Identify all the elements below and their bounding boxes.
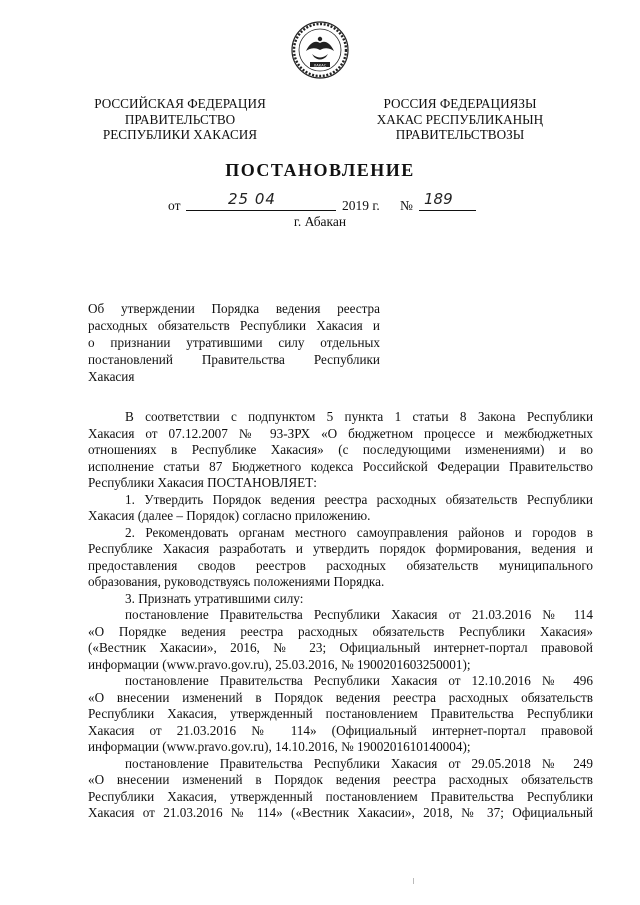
subject-line: Хакасия xyxy=(88,369,135,384)
svg-text:ХАКАС: ХАКАС xyxy=(313,63,327,68)
header-left-line: РЕСПУБЛИКИ ХАКАСИЯ xyxy=(102,127,258,142)
body-line: Хакасия (далее – Порядок) согласно приложению. xyxy=(88,508,371,523)
body-line: Республике Хакасия разработать и утвердить порядок формирования, ведения и xyxy=(88,541,593,556)
header-left-block xyxy=(88,96,272,143)
subject-line: постановлений Правительства Республики xyxy=(88,352,380,367)
scan-artifact xyxy=(413,878,414,884)
body-line: 3. Признать утратившими силу: xyxy=(125,590,304,606)
number-label: № xyxy=(400,198,413,213)
body-line: отношениях в Республике Хакасия» (с последующими изменениями) и во xyxy=(88,442,593,457)
body-line: Республики Хакасия ПОСТАНОВЛЯЕТ: xyxy=(88,475,317,490)
handwritten-date: 25 04 xyxy=(228,190,276,208)
subject-line: расходных обязательств Республики Хакасия и xyxy=(88,318,380,333)
header-right-line: РОССИЯ ФЕДЕРАЦИЯЗЫ xyxy=(383,96,537,111)
body-line: («Вестник Хакасии», 2016, № 23; Официальный интернет-портал правовой xyxy=(88,640,593,655)
body-line: информации (www.pravo.gov.ru), 25.03.2016, № 1900201603250001); xyxy=(88,656,471,672)
header-right-block xyxy=(366,96,554,143)
body-line: Хакасия от 21.03.2016 № 114» («Вестник Хакасии», 2018, № 37; Официальный xyxy=(88,805,593,820)
document-title: ПОСТАНОВЛЕНИЕ xyxy=(225,160,415,180)
date-prefix: от xyxy=(168,198,181,213)
body-line: «О Порядке ведения реестра расходных обязательств Республики Хакасия» xyxy=(88,623,593,639)
header-right-line: ПРАВИТЕЛЬСТВОЗЫ xyxy=(395,127,525,142)
body-line: Хакасия от 21.03.2016 № 114» (Официальный интернет-портал правовой xyxy=(88,722,593,738)
header-left-line: РОССИЙСКАЯ ФЕДЕРАЦИЯ xyxy=(94,96,266,111)
body-line: информации (www.pravo.gov.ru), 14.10.2016, № 1900201610140004); xyxy=(88,739,471,754)
body-line: исполнение статьи 87 Бюджетного кодекса Российской Федерации Правительство xyxy=(88,458,593,474)
body-line: постановление Правительства Республики Хакасия от 29.05.2018 № 249 xyxy=(125,755,593,771)
year-label: 2019 г. xyxy=(342,198,380,213)
body-line: В соответствии с подпунктом 5 пункта 1 статьи 8 Закона Республики xyxy=(125,409,593,424)
body-text xyxy=(88,409,593,822)
subject-block xyxy=(88,300,380,385)
date-underline xyxy=(186,210,336,211)
handwritten-number: 189 xyxy=(424,190,453,208)
body-line: постановление Правительства Республики Хакасия от 21.03.2016 № 114 xyxy=(125,607,593,622)
body-line: постановление Правительства Республики Хакасия от 12.10.2016 № 496 xyxy=(125,673,593,688)
body-line: «О внесении изменений в Порядок ведения реестра расходных обязательств xyxy=(88,689,593,705)
header-right-line: ХАКАС РЕСПУБЛИКАНЫҢ xyxy=(376,111,544,127)
body-line: 1. Утвердить Порядок ведения реестра расходных обязательств Республики xyxy=(125,491,593,507)
body-line: «О внесении изменений в Порядок ведения реестра расходных обязательств xyxy=(88,772,593,787)
coat-of-arms-icon xyxy=(290,20,350,80)
body-line: образования, руководствуясь положениями Порядка. xyxy=(88,574,385,589)
body-line: Республики Хакасия, утвержденный постановлением Правительства Республики xyxy=(88,788,593,804)
body-line: 2. Рекомендовать органам местного самоуправления районов и городов в xyxy=(125,524,593,540)
subject-line: о признании утратившими силу отдельных xyxy=(88,335,380,350)
city-label: г. Абакан xyxy=(293,214,347,229)
number-underline xyxy=(419,210,476,211)
subject-line: Об утверждении Порядка ведения реестра xyxy=(88,301,380,316)
date-number-line xyxy=(160,190,490,215)
body-line: Хакасия от 07.12.2007 № 93-ЗРХ «О бюджетном процессе и межбюджетных xyxy=(88,425,593,441)
body-line: предоставления сводов реестров расходных обязательств муниципального xyxy=(88,557,593,573)
header-left-line: ПРАВИТЕЛЬСТВО xyxy=(124,111,236,127)
body-line: Республики Хакасия, утвержденный постановлением Правительства Республики xyxy=(88,706,593,721)
